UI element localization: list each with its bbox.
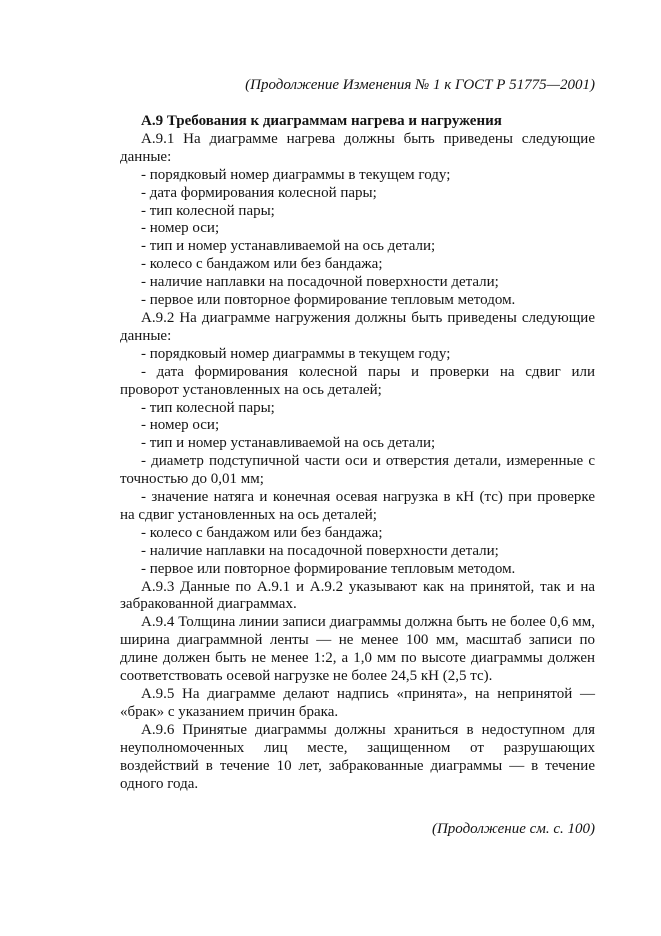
list-item: - дата формирования колесной пары и проверки на сдвиг или проворот установленных на ось деталей;	[120, 363, 595, 398]
text-column	[120, 76, 595, 838]
list-item: - тип и номер устанавливаемой на ось детали;	[141, 435, 436, 452]
paragraph: А.9.5 На диаграмме делают надпись «принята», на непринятой — «брак» с указанием причин брака.	[120, 686, 595, 720]
paragraph: А.9.3 Данные по А.9.1 и А.9.2 указывают как на принятой, так и на забракованной диаграммах.	[120, 578, 595, 613]
list-item: - значение натяга и конечная осевая нагрузка в кН (тс) при проверке на сдвиг установленных на ось деталей;	[120, 489, 595, 523]
paragraph: А.9.2 На диаграмме нагружения должны быть приведены следующие данные:	[120, 309, 595, 344]
paragraph: А.9.1 На диаграмме нагрева должны быть приведены следующие данные:	[120, 130, 595, 165]
list-item: - диаметр подступичной части оси и отверстия детали, измеренные с точностью до 0,01 мм;	[120, 453, 595, 488]
list-item: - колесо с бандажом или без бандажа;	[141, 256, 383, 273]
continuation-header-note: (Продолжение Изменения № 1 к ГОСТ Р 51775—2001)	[245, 77, 595, 93]
list-item: - тип колесной пары;	[141, 202, 275, 219]
list-item: - номер оси;	[141, 417, 220, 434]
list-item: - колесо с бандажом или без бандажа;	[141, 524, 383, 541]
list-item: - первое или повторное формирование тепловым методом.	[141, 560, 516, 577]
list-item: - порядковый номер диаграммы в текущем году;	[141, 166, 451, 183]
list-item: - порядковый номер диаграммы в текущем году;	[141, 345, 451, 362]
list-item: - первое или повторное формирование тепловым методом.	[141, 292, 516, 309]
list-item: - наличие наплавки на посадочной поверхности детали;	[141, 274, 499, 291]
list-item: - наличие наплавки на посадочной поверхности детали;	[141, 542, 499, 559]
list-item: - номер оси;	[141, 220, 220, 237]
list-item: - дата формирования колесной пары;	[141, 184, 377, 201]
continuation-footer-note: (Продолжение см. с. 100)	[431, 821, 595, 838]
paragraph: А.9.6 Принятые диаграммы должны храниться в недоступном для неуполномоченных лиц месте, защищенном от разрушающих воздействий в течение 10 лет, забракованные диаграммы — в течение одного года.	[120, 721, 595, 792]
list-item: - тип и номер устанавливаемой на ось детали;	[141, 238, 436, 255]
document-body	[120, 113, 595, 793]
section-heading: А.9 Требования к диаграммам нагрева и нагружения	[141, 113, 502, 129]
list-item: - тип колесной пары;	[141, 399, 275, 416]
paragraph: А.9.4 Толщина линии записи диаграммы должна быть не более 0,6 мм, ширина диаграммной ленты — не менее 100 мм, масштаб записи по длине должен быть не менее 1:2, а 1,0 мм по высоте диаграммы должен соответствовать осевой нагрузке не более 24,5 кН (2,5 тс).	[120, 614, 595, 685]
